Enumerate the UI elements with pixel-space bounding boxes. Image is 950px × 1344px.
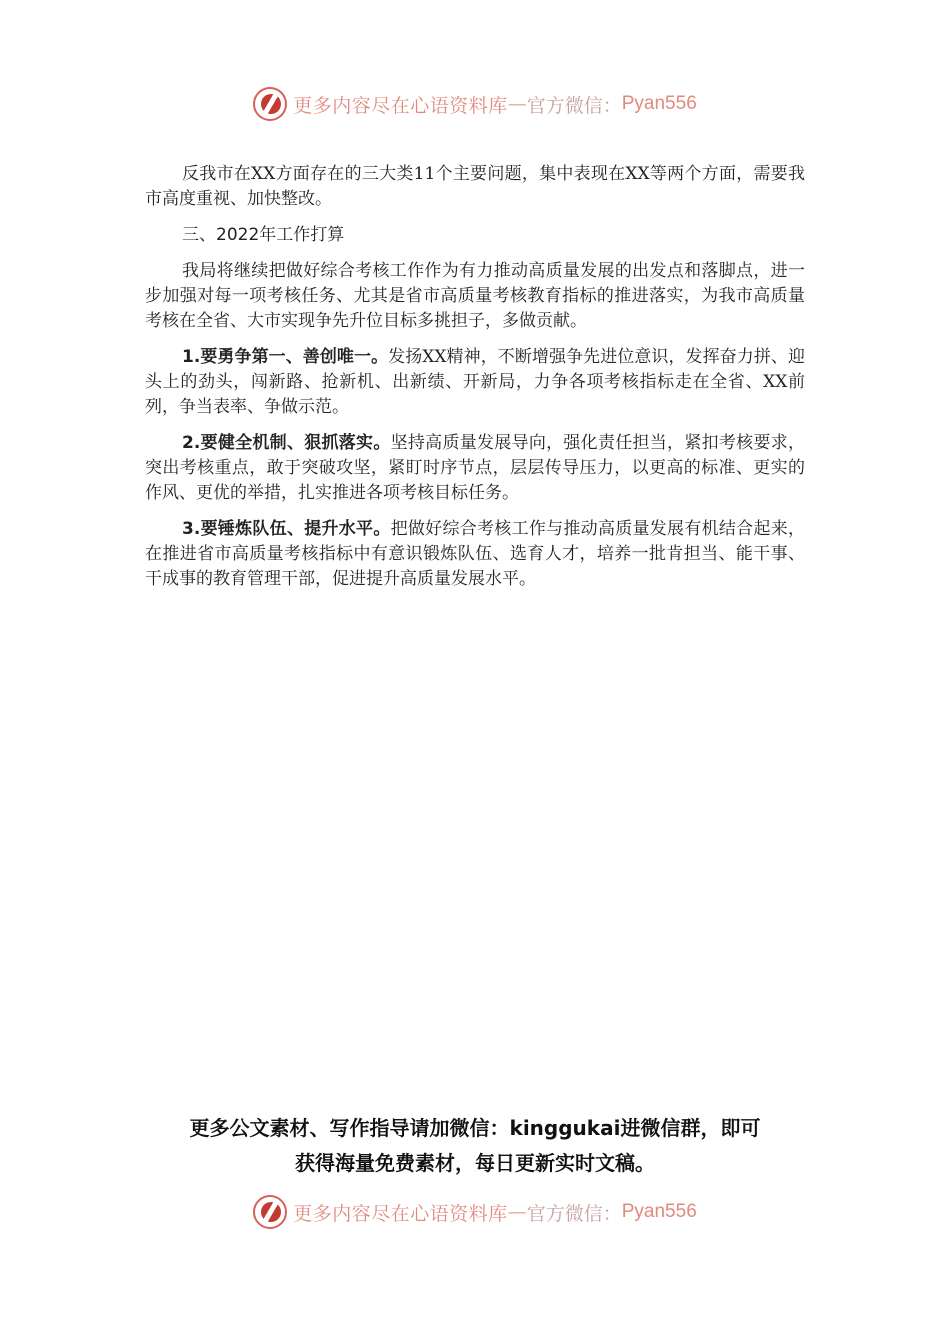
banner-brand: 更多内容尽在心语资料库 <box>293 1202 508 1225</box>
banner-brand: 更多内容尽在心语资料库 <box>293 94 508 117</box>
paragraph-3: 1.要勇争第一、善创唯一。发扬XX精神，不断增强争先进位意识，发挥奋力拼、迎头上的劲头，闯新路、抢新机、出新绩、开新局，力争各项考核指标走在全省、XX前列，争当表率、争做示范。 <box>145 347 805 417</box>
brand-logo-icon <box>253 87 287 121</box>
paragraph-1: 反我市在XX方面存在的三大类11个主要问题，集中表现在XX等两个方面，需要我市高度重视、加快整改。 <box>145 164 805 209</box>
brand-logo-icon <box>253 1195 287 1229</box>
footer-promo-line-1: 更多公文素材、写作指导请加微信：kinggukai进微信群，即可 <box>189 1116 761 1140</box>
footer-promo-note <box>120 1111 830 1181</box>
banner-wechat-label: 官方微信： <box>526 94 622 117</box>
document-body <box>145 162 805 603</box>
paragraph-4-lead: 2.要健全机制、狠抓落实。 <box>182 433 391 453</box>
footer-promo-line-2: 获得海量免费素材，每日更新实时文稿。 <box>295 1151 655 1175</box>
paragraph-5-lead: 3.要锤炼队伍、提升水平。 <box>182 519 391 539</box>
paragraph-5: 3.要锤炼队伍、提升水平。把做好综合考核工作与推动高质量发展有机结合起来，在推进省市高质量考核指标中有意识锻炼队伍、选育人才，培养一批肯担当、能干事、干成事的教育管理干部，促进提升高质量发展水平。 <box>145 519 806 589</box>
banner-wechat-id: Pyan556 <box>621 93 697 114</box>
paragraph-2: 我局将继续把做好综合考核工作作为有力推动高质量发展的出发点和落脚点，进一步加强对每一项考核任务、尤其是省市高质量考核教育指标的推进落实，为我市高质量考核在全省、大市实现争先升位目标多挑担子，多做贡献。 <box>145 261 805 331</box>
banner-wechat-id: Pyan556 <box>621 1201 697 1222</box>
banner-separator: — <box>507 1201 527 1223</box>
header-banner <box>0 84 950 124</box>
footer-banner <box>0 1192 950 1232</box>
section-heading: 三、2022年工作打算 <box>182 225 345 245</box>
banner-separator: — <box>507 93 527 115</box>
paragraph-3-lead: 1.要勇争第一、善创唯一。 <box>182 347 389 367</box>
paragraph-4: 2.要健全机制、狠抓落实。坚持高质量发展导向，强化责任担当，紧扣考核要求，突出考核重点，敢于突破攻坚，紧盯时序节点，层层传导压力，以更高的标准、更实的作风、更优的举措，扎实推进各项考核目标任务。 <box>145 433 806 503</box>
banner-wechat-label: 官方微信： <box>526 1202 622 1225</box>
